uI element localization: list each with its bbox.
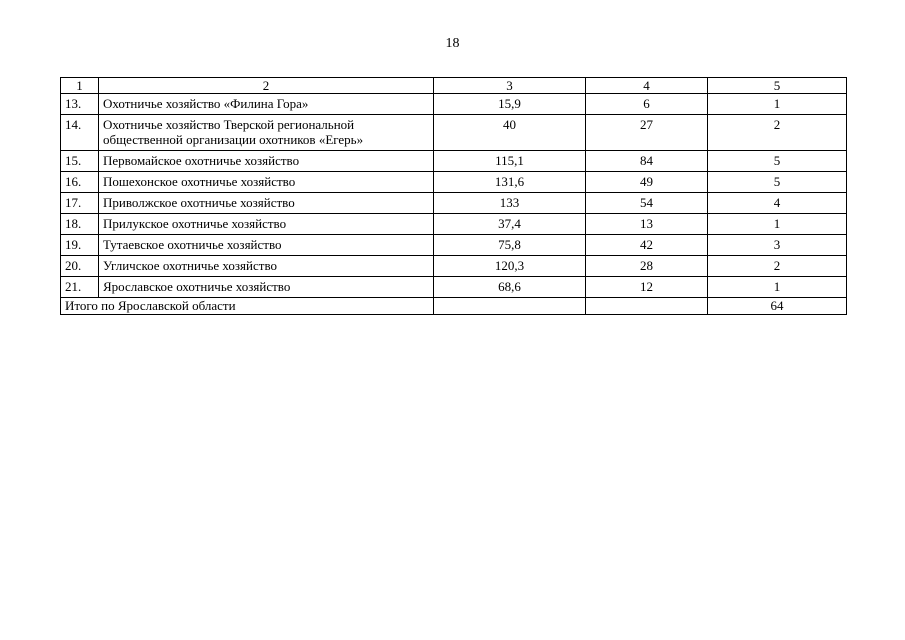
farm-name: Охотничье хозяйство «Филина Гора»: [99, 94, 434, 115]
farm-name: Охотничье хозяйство Тверской региональной общественной организации охотников «Егерь»: [99, 115, 434, 151]
value-col5: 1: [708, 214, 847, 235]
value-col5: 3: [708, 235, 847, 256]
page-number: 18: [445, 36, 460, 51]
value-col4: 54: [586, 193, 708, 214]
value-col3: 133: [434, 193, 586, 214]
farm-name: Первомайское охотничье хозяйство: [99, 151, 434, 172]
row-number: 17.: [61, 193, 99, 214]
column-header: 3: [434, 78, 586, 94]
table-row: [61, 214, 847, 235]
column-header: 5: [708, 78, 847, 94]
value-col4: 27: [586, 115, 708, 151]
value-col4: 42: [586, 235, 708, 256]
table-row: [61, 172, 847, 193]
value-col3: 37,4: [434, 214, 586, 235]
farm-name: Прилукское охотничье хозяйство: [99, 214, 434, 235]
total-label: Итого по Ярославской области: [61, 298, 434, 315]
row-number: 14.: [61, 115, 99, 151]
value-col4: 12: [586, 277, 708, 298]
total-col4: [586, 298, 708, 315]
column-header: 2: [99, 78, 434, 94]
value-col4: 6: [586, 94, 708, 115]
table-row: [61, 235, 847, 256]
value-col3: 68,6: [434, 277, 586, 298]
table-row: [61, 115, 847, 151]
value-col5: 4: [708, 193, 847, 214]
value-col5: 5: [708, 172, 847, 193]
farm-name: Пошехонское охотничье хозяйство: [99, 172, 434, 193]
value-col3: 115,1: [434, 151, 586, 172]
total-row: [61, 298, 847, 315]
table-row: [61, 256, 847, 277]
table-row: [61, 151, 847, 172]
hunting-farms-table: [60, 77, 847, 315]
table-row: [61, 193, 847, 214]
farm-name: Угличское охотничье хозяйство: [99, 256, 434, 277]
value-col3: 40: [434, 115, 586, 151]
value-col3: 120,3: [434, 256, 586, 277]
value-col5: 2: [708, 256, 847, 277]
farm-name: Тутаевское охотничье хозяйство: [99, 235, 434, 256]
column-header: 4: [586, 78, 708, 94]
row-number: 20.: [61, 256, 99, 277]
table-row: [61, 94, 847, 115]
farm-name: Ярославское охотничье хозяйство: [99, 277, 434, 298]
value-col4: 28: [586, 256, 708, 277]
value-col4: 13: [586, 214, 708, 235]
table-header-row: [61, 78, 847, 94]
row-number: 13.: [61, 94, 99, 115]
value-col5: 2: [708, 115, 847, 151]
column-header: 1: [61, 78, 99, 94]
table-row: [61, 277, 847, 298]
farm-name: Приволжское охотничье хозяйство: [99, 193, 434, 214]
value-col5: 1: [708, 94, 847, 115]
value-col5: 1: [708, 277, 847, 298]
value-col3: 15,9: [434, 94, 586, 115]
row-number: 19.: [61, 235, 99, 256]
total-col5: 64: [708, 298, 847, 315]
value-col5: 5: [708, 151, 847, 172]
value-col3: 75,8: [434, 235, 586, 256]
row-number: 16.: [61, 172, 99, 193]
total-col3: [434, 298, 586, 315]
row-number: 15.: [61, 151, 99, 172]
value-col3: 131,6: [434, 172, 586, 193]
row-number: 21.: [61, 277, 99, 298]
value-col4: 49: [586, 172, 708, 193]
row-number: 18.: [61, 214, 99, 235]
value-col4: 84: [586, 151, 708, 172]
